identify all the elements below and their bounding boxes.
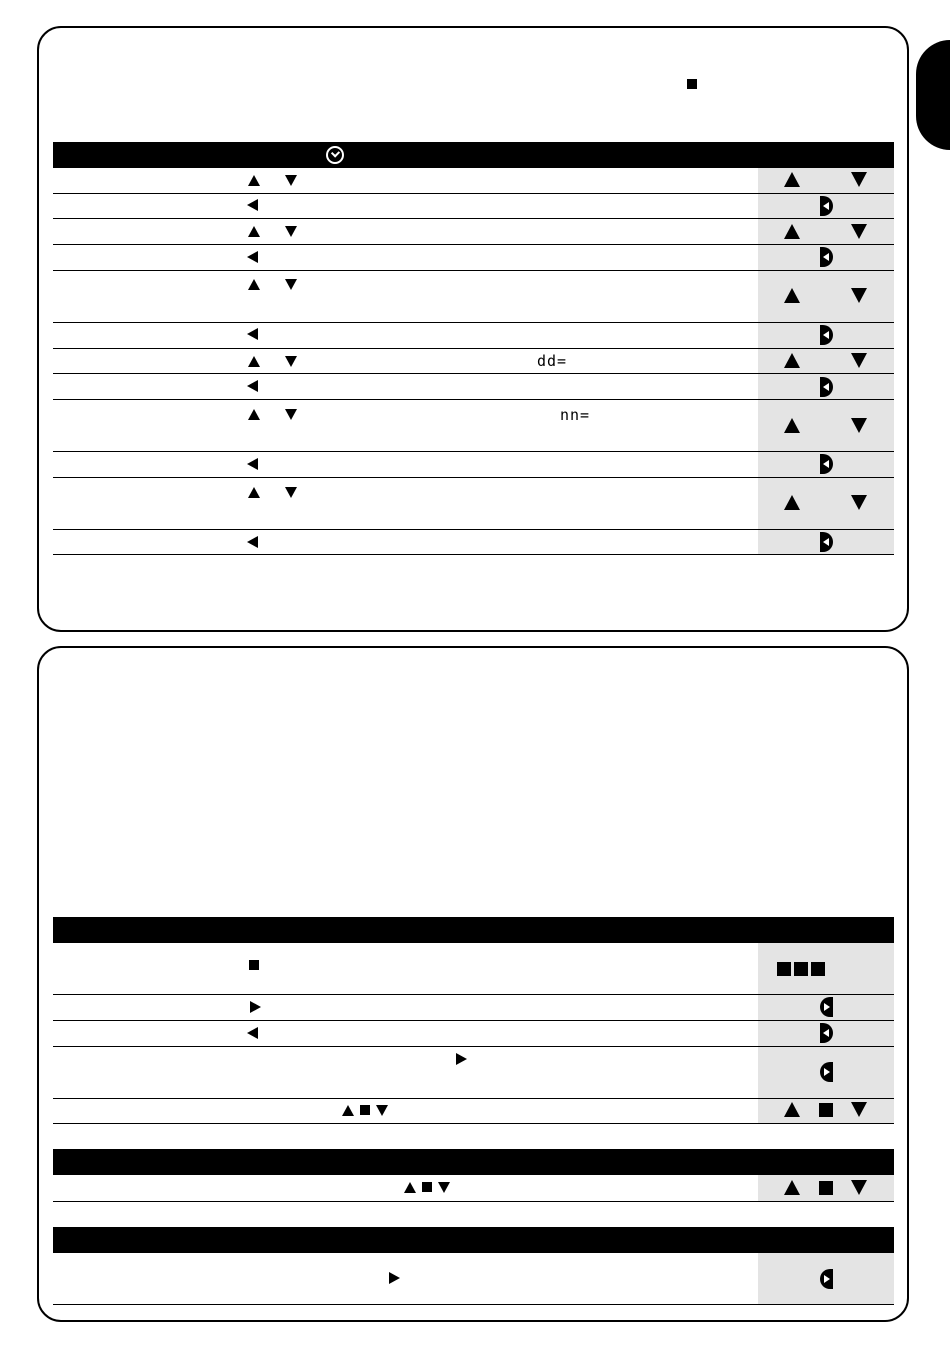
down-arrow-icon	[285, 356, 297, 367]
down-arrow-icon	[285, 487, 297, 498]
up-arrow-icon	[404, 1182, 416, 1193]
down-arrow-key-icon	[851, 1180, 867, 1195]
row-divider	[53, 270, 894, 271]
down-arrow-key-icon	[851, 224, 867, 239]
down-arrow-key-icon	[851, 288, 867, 303]
row-divider	[53, 529, 894, 530]
right-arrow-icon	[250, 1001, 261, 1013]
left-arrow-icon	[247, 199, 258, 211]
right-arrow-icon	[456, 1053, 467, 1065]
left-arrow-icon	[247, 1027, 258, 1039]
row-divider	[53, 994, 894, 995]
up-arrow-key-icon	[784, 1102, 800, 1117]
stop-square-icon	[687, 79, 697, 89]
up-arrow-key-icon	[784, 172, 800, 187]
up-arrow-icon	[248, 226, 260, 237]
row-divider	[53, 218, 894, 219]
language-tab	[916, 40, 950, 150]
row-divider	[53, 399, 894, 400]
row-divider	[53, 348, 894, 349]
up-arrow-key-icon	[784, 288, 800, 303]
stop-square-icon	[422, 1182, 432, 1192]
stop-key-icon	[777, 962, 791, 976]
up-arrow-key-icon	[784, 495, 800, 510]
down-arrow-key-icon	[851, 353, 867, 368]
down-arrow-icon	[285, 409, 297, 420]
prog-key-icon	[820, 1269, 833, 1289]
stop-key-icon	[819, 1103, 833, 1117]
row-divider	[53, 1020, 894, 1021]
table-header	[53, 1149, 894, 1175]
row-divider	[53, 451, 894, 452]
row-divider	[53, 554, 894, 555]
left-arrow-icon	[247, 328, 258, 340]
up-arrow-icon	[248, 175, 260, 186]
down-arrow-key-icon	[851, 1102, 867, 1117]
down-arrow-key-icon	[851, 172, 867, 187]
down-arrow-icon	[285, 226, 297, 237]
table-header	[53, 142, 894, 168]
up-arrow-icon	[248, 279, 260, 290]
row-divider	[53, 1304, 894, 1305]
row-divider	[53, 322, 894, 323]
display-readout: dd=	[537, 352, 568, 370]
prog-key-icon	[820, 997, 833, 1017]
up-arrow-key-icon	[784, 353, 800, 368]
left-arrow-icon	[247, 536, 258, 548]
stop-square-icon	[249, 960, 259, 970]
stop-key-icon	[811, 962, 825, 976]
right-arrow-icon	[389, 1272, 400, 1284]
table-header	[53, 1227, 894, 1253]
left-arrow-icon	[247, 458, 258, 470]
key-column	[758, 168, 894, 554]
row-divider	[53, 1123, 894, 1124]
down-arrow-icon	[438, 1182, 450, 1193]
stop-key-icon	[794, 962, 808, 976]
row-divider	[53, 1046, 894, 1047]
row-divider	[53, 477, 894, 478]
down-arrow-key-icon	[851, 495, 867, 510]
down-arrow-icon	[376, 1105, 388, 1116]
prog-key-icon	[820, 1062, 833, 1082]
up-arrow-key-icon	[784, 1180, 800, 1195]
stop-square-icon	[360, 1105, 370, 1115]
up-arrow-icon	[342, 1105, 354, 1116]
up-arrow-icon	[248, 356, 260, 367]
row-divider	[53, 244, 894, 245]
row-divider	[53, 1098, 894, 1099]
left-arrow-icon	[247, 251, 258, 263]
stop-key-icon	[819, 1181, 833, 1195]
row-divider	[53, 1201, 894, 1202]
up-arrow-icon	[248, 409, 260, 420]
up-arrow-key-icon	[784, 224, 800, 239]
down-arrow-icon	[285, 279, 297, 290]
left-arrow-icon	[247, 380, 258, 392]
display-readout: nn=	[560, 406, 591, 424]
down-arrow-key-icon	[851, 418, 867, 433]
up-arrow-key-icon	[784, 418, 800, 433]
down-arrow-icon	[285, 175, 297, 186]
clock-icon	[326, 146, 344, 164]
table-header	[53, 917, 894, 943]
up-arrow-icon	[248, 487, 260, 498]
row-divider	[53, 373, 894, 374]
row-divider	[53, 193, 894, 194]
